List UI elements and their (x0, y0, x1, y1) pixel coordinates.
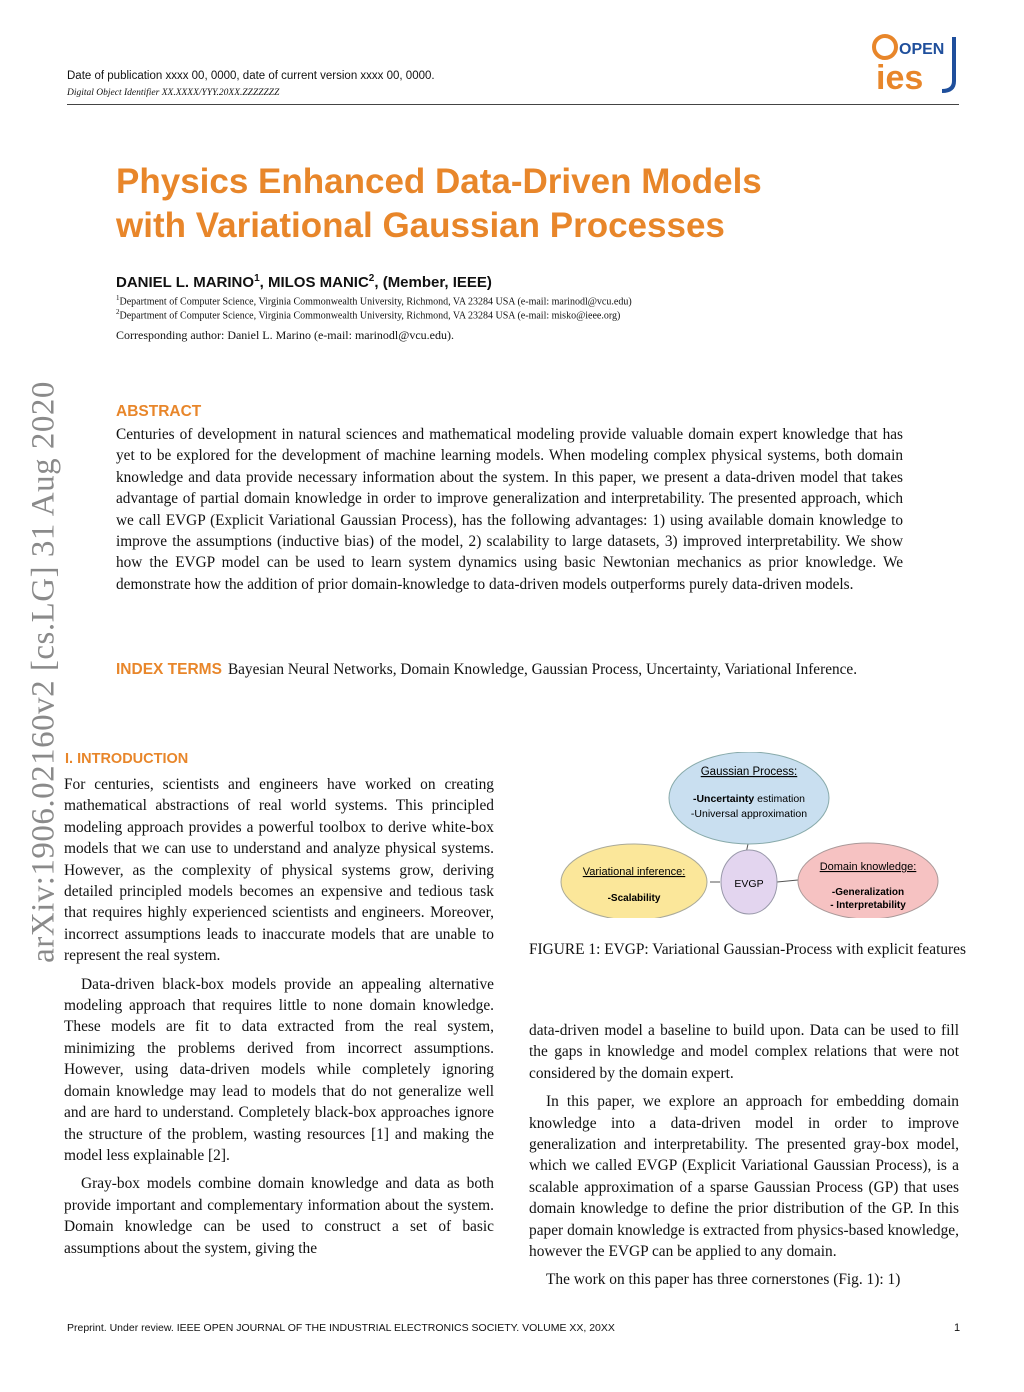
gp-line-2: -Universal approximation (690, 808, 808, 820)
title-line-1: Physics Enhanced Data-Driven Models (116, 162, 762, 201)
vi-title: Variational inference: (582, 866, 686, 878)
evgp-label: EVGP (734, 878, 764, 890)
logo-ies-text: ies (876, 59, 924, 95)
page-number: 1 (954, 1322, 961, 1334)
open-ies-logo (872, 33, 964, 95)
variational-inference-node (561, 844, 707, 918)
title-line-2: with Variational Gaussian Processes (116, 206, 725, 245)
paragraph: Data-driven black-box models provide an appealing alternative modeling approach that requires little to none domain knowledge. These models are fit to data extracted from the real system, minimizing the problems derived from incorrect assumptions. However, using data-driven models while completely ignoring domain knowledge may lead to models that do not generalize well and are hard to understand. Completely black-box approaches ignore the structure of the problem, wasting resources [1] and making the model less explainable [2]. (64, 975, 494, 1164)
figure-caption: FIGURE 1: EVGP: Variational Gaussian-Process with explicit features (529, 941, 966, 958)
evgp-diagram (560, 752, 950, 918)
gp-title: Gaussian Process: (700, 766, 798, 778)
paragraph: In this paper, we explore an approach for embedding domain knowledge into a data-driven model in order to improve generalization and interpretability. The presented gray-box model, which we called EVGP (Explicit Variational Gaussian Process), is a scalable approximation of a sparse Gaussian Process (GP) that uses domain knowledge to define the prior distribution of the GP. In this paper domain knowledge is extracted from physics-based knowledge, however the EVGP can be applied to any domain. (529, 1093, 959, 1261)
dk-title: Domain knowledge: (819, 861, 917, 873)
author-suffix: , (Member, IEEE) (374, 274, 492, 291)
affiliation-1: $^1$Department of Computer Science, Virginia Commonwealth University, Richmond, VA 23284 USA (e-mail: marinodl@vcu.edu) (116, 294, 632, 308)
header-divider (67, 104, 959, 105)
index-terms (116, 659, 903, 680)
introduction-heading: I. INTRODUCTION (65, 751, 189, 767)
author-name-2: MILOS MANIC (267, 274, 369, 291)
index-terms-heading: INDEX TERMS (116, 661, 222, 678)
doi-line: Digital Object Identifier XX.XXXX/YYY.20XX.ZZZZZZZ (67, 88, 280, 98)
vi-line-1: -Scalability (607, 893, 661, 904)
author-name-1: DANIEL L. MARINO (116, 274, 255, 291)
abstract-heading: ABSTRACT (116, 403, 202, 420)
paper-title (116, 160, 936, 248)
affiliation-2: $^2$Department of Computer Science, Virginia Commonwealth University, Richmond, VA 23284 USA (e-mail: misko@ieee.org) (116, 308, 621, 322)
logo-ring (874, 36, 896, 58)
gp-line-1: -Uncertainty estimation (692, 793, 806, 805)
corresponding-author: Corresponding author: Daniel L. Marino (e-mail: marinodl@vcu.edu). (116, 328, 454, 342)
logo-open-text: OPEN (899, 41, 945, 58)
dk-line-1: -Generalization (831, 887, 905, 898)
connector-dk (777, 880, 798, 882)
footer-text: Preprint. Under review. IEEE OPEN JOURNAL OF THE INDUSTRIAL ELECTRONICS SOCIETY. VOLUME XX, 20XX (67, 1322, 615, 1334)
author-list: DANIEL L. MARINO$^1$, MILOS MANIC$^2$, (Member, IEEE) (116, 273, 492, 291)
author-sup-2: 2 (368, 273, 375, 284)
abstract-text: Centuries of development in natural sciences and mathematical modeling provide valuable domain expert knowledge that has yet to be explored for the development of machine learning models. When modeling complex physical systems, both domain knowledge and data provide necessary information about the system. In this paper, we present a data-driven model that takes advantage of partial domain knowledge in order to improve generalization and interpretability. The presented approach, which we call EVGP (Explicit Variational Gaussian Process), has the following advantages: 1) using available domain knowledge to improve the assumptions (inductive bias) of the model, 2) scalability to large datasets, 3) improved interpretability. We show how the EVGP model can be used to learn system dynamics using basic Newtonian mechanics as prior knowledge. We demonstrate how the addition of prior domain-knowledge to data-driven models outperforms purely data-driven models. (116, 426, 903, 593)
arxiv-stamp: arXiv:1906.02160v2 [cs.LG] 31 Aug 2020 (25, 381, 62, 963)
left-column (64, 774, 494, 1266)
paragraph: For centuries, scientists and engineers have worked on creating mathematical abstractions of real world systems. This principled modeling approach provides a powerful toolbox to derive white-box models that we can use to understand and analyze physical systems. However, as the complexity of physical systems grow, deriving detailed principled models becomes an expensive and tedious task that requires highly experienced scientists and engineers. Moreover, incorrect assumptions leads to inaccurate models that are unable to represent the real system. (64, 776, 494, 965)
publication-date-line: Date of publication xxxx 00, 0000, date of current version xxxx 00, 0000. (67, 70, 435, 82)
paragraph: data-driven model a baseline to build upon. Data can be used to fill the gaps in knowledge and model complex relations that were not considered by the domain expert. (529, 1022, 959, 1082)
paragraph: The work on this paper has three cornerstones (Fig. 1): 1) (546, 1271, 901, 1289)
paragraph: Gray-box models combine domain knowledge and data as both provide important and complementary information about the system. Domain knowledge can be used to construct a set of basic assumptions about the system, giving the (64, 1175, 494, 1257)
index-terms-text: Bayesian Neural Networks, Domain Knowledge, Gaussian Process, Uncertainty, Variational Inference. (227, 661, 858, 678)
right-column (529, 1020, 959, 1298)
author-sup-1: 1 (254, 273, 260, 284)
dk-line-2: - Interpretability (830, 900, 906, 911)
